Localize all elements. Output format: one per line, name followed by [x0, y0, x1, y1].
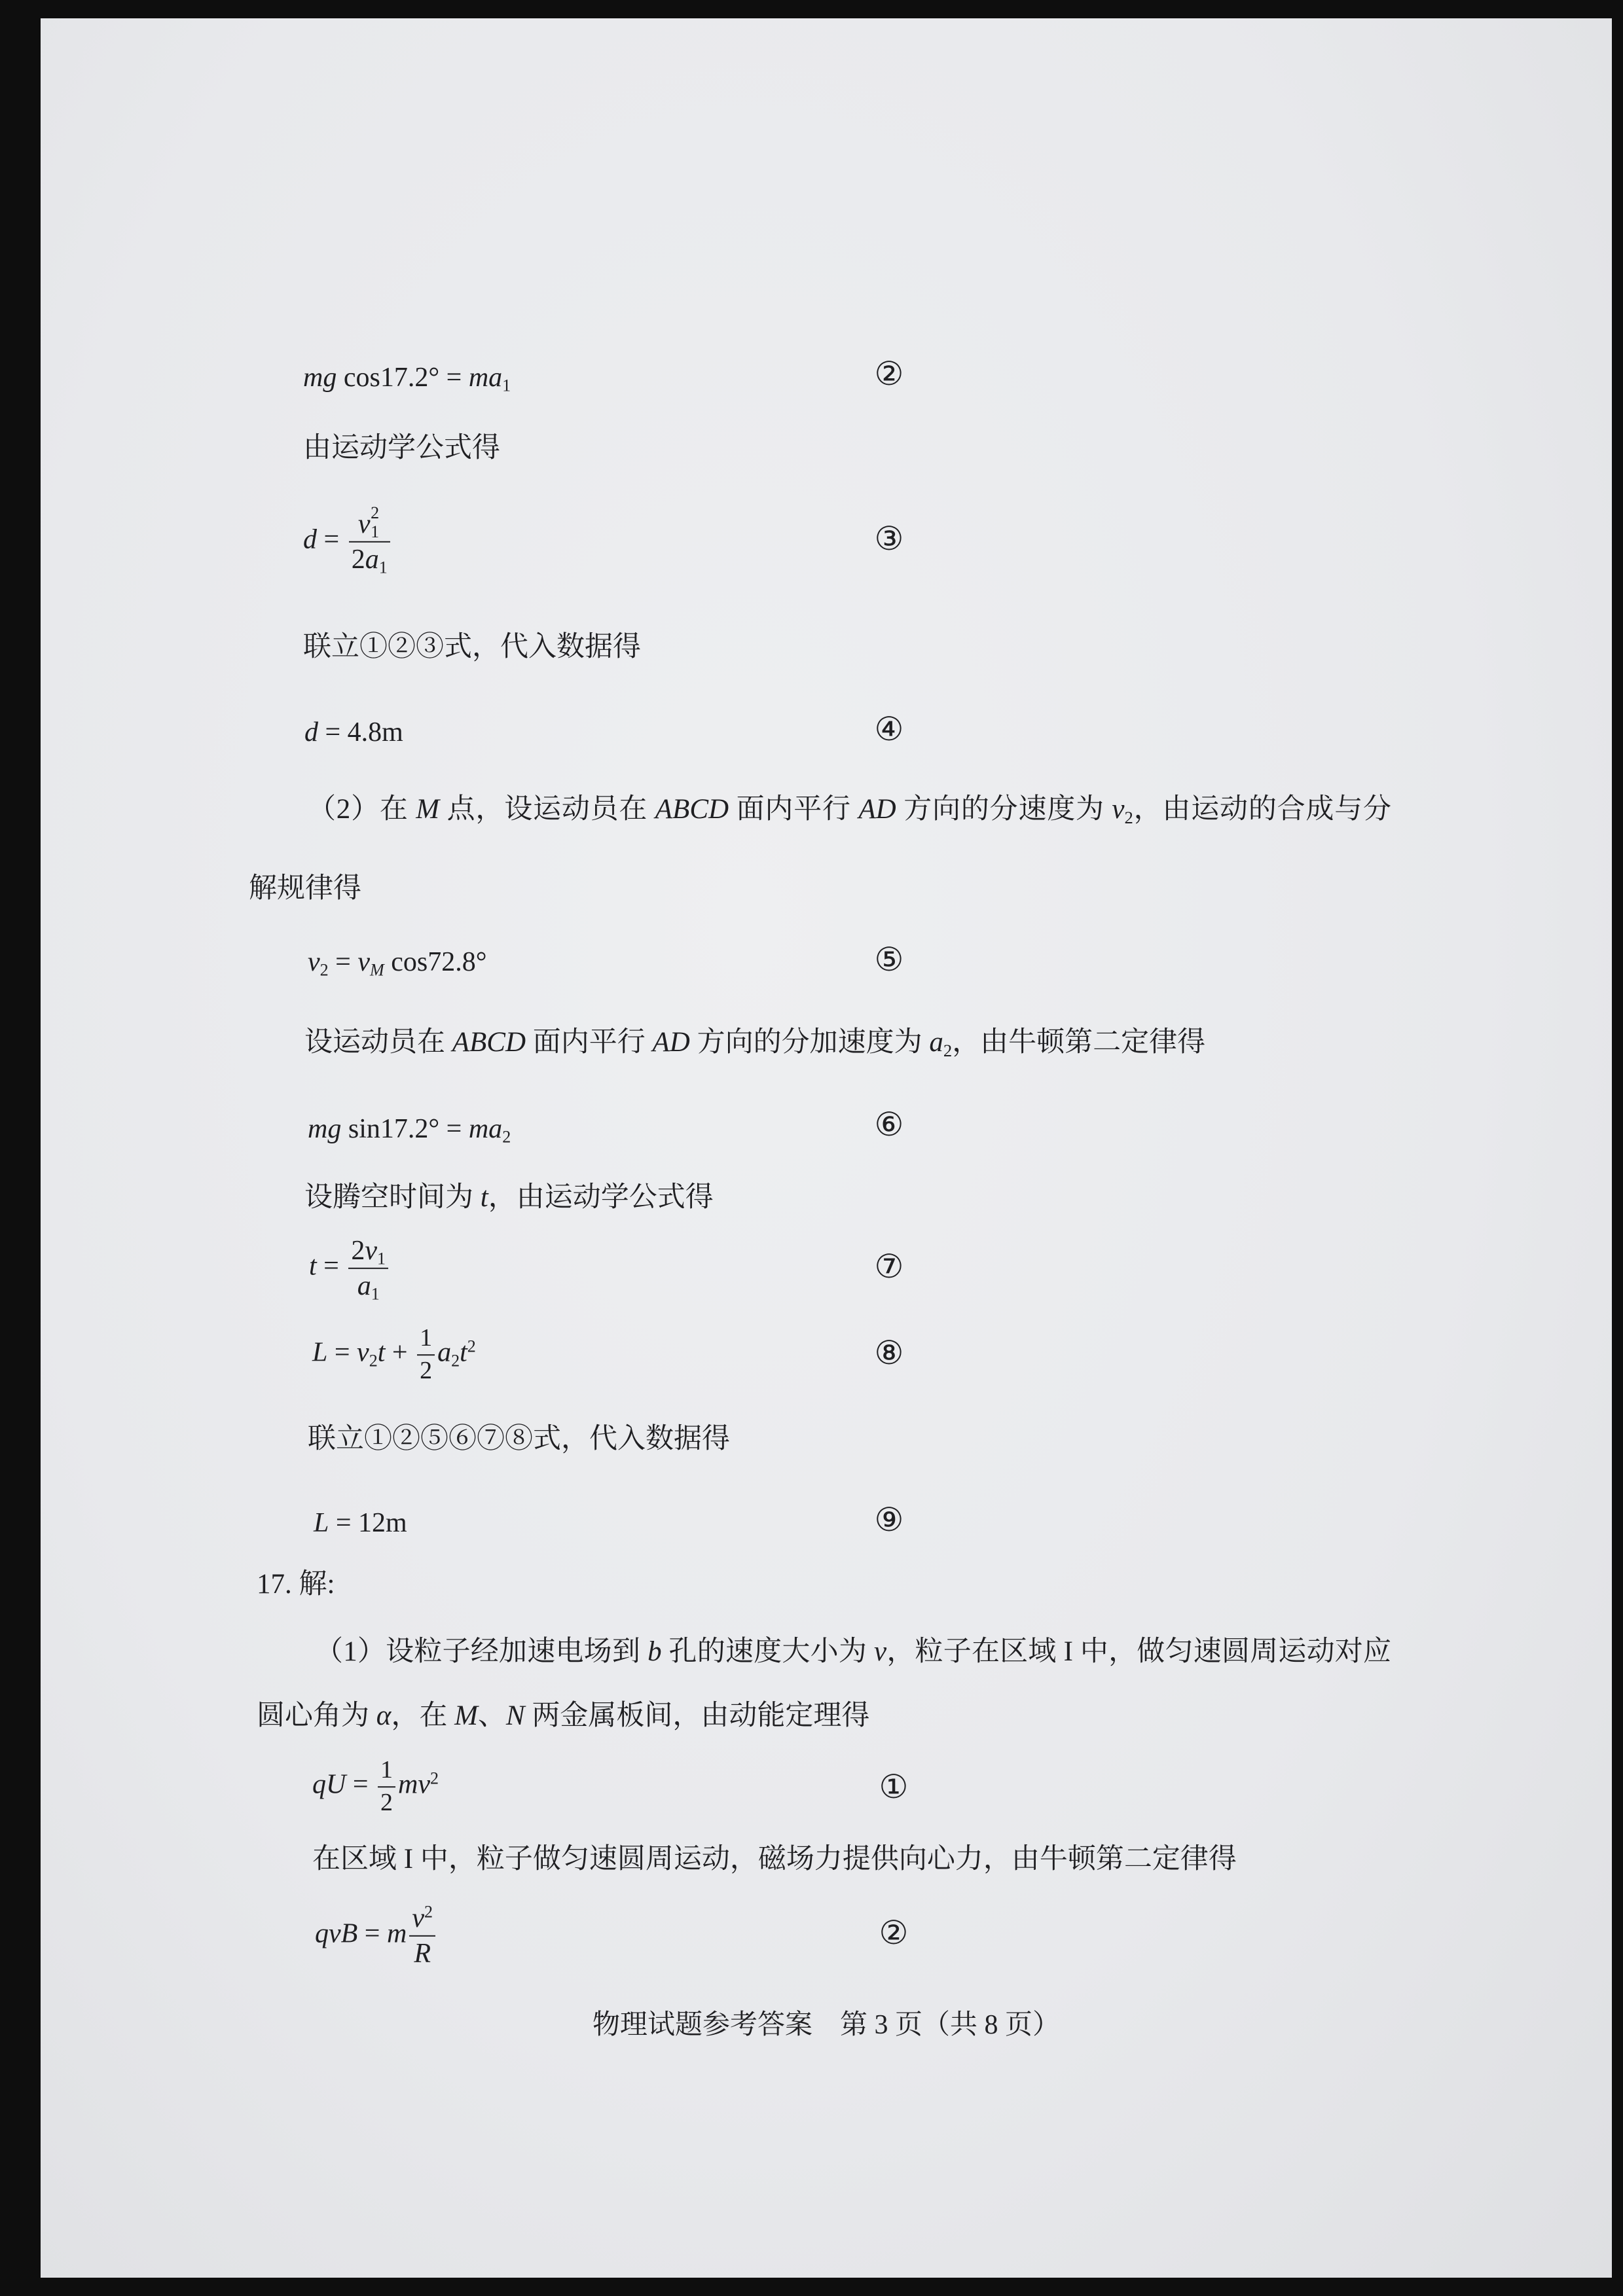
fraction-denominator	[348, 1269, 388, 1304]
var: t	[480, 1182, 488, 1213]
text-line-part2-intro	[308, 792, 1391, 827]
eq-term: v	[365, 1235, 378, 1266]
text-run: 点，设运动员在	[439, 794, 655, 825]
text-run: 方向的分速度为	[896, 794, 1112, 825]
var: b	[647, 1636, 662, 1668]
var-subscript: 2	[1124, 808, 1133, 828]
text-run: 设运动员在	[304, 1027, 452, 1058]
equation-v2	[308, 945, 487, 980]
text-run: 两金属板间，由动能定理得	[524, 1700, 870, 1732]
eq-subscript: 2	[369, 1351, 378, 1371]
eq-subscript	[370, 961, 384, 980]
text-line	[304, 1025, 1205, 1060]
text-line	[308, 1422, 730, 1457]
equation-mg-sin-ma2	[308, 1112, 511, 1147]
eq-subscript-var: M	[370, 960, 384, 980]
text-run: 面内平行	[526, 1027, 653, 1058]
eq-term: sin17.2° =	[341, 1113, 469, 1144]
var: v	[1112, 794, 1125, 825]
eq-term: = 12m	[329, 1507, 407, 1538]
fraction-numerator	[409, 1903, 435, 1937]
text-run: 在区域 I 中，粒子做匀速圆周运动，磁场力提供向心力，由牛顿第二定律得	[312, 1844, 1237, 1875]
eq-term: v	[412, 1903, 424, 1933]
equation-number-marker: ⑥	[874, 1105, 904, 1143]
fraction-denominator: 2	[380, 1789, 393, 1816]
eq-subscript: 1	[371, 1284, 380, 1304]
text-run: 设腾空时间为	[304, 1182, 481, 1213]
equation-number-marker: ⑨	[874, 1501, 904, 1539]
eq-superscript: 2	[467, 1336, 476, 1356]
equation-L-result	[314, 1506, 407, 1541]
eq-term: a	[437, 1337, 452, 1368]
equation-L-displacement	[312, 1325, 476, 1385]
page-footer: 物理试题参考答案 第 3 页（共 8 页）	[592, 2010, 1060, 2040]
eq-term: 2	[351, 545, 365, 575]
text-run: 由运动学公式得	[303, 433, 500, 464]
text-run: ，粒子在区域 I 中，做匀速圆周运动对应	[886, 1636, 1392, 1668]
eq-term: a	[357, 1271, 371, 1301]
equation-number-marker: ①	[879, 1768, 909, 1806]
var: N	[505, 1700, 525, 1732]
var: a	[929, 1027, 943, 1058]
sub-sup-stack	[371, 503, 381, 542]
eq-subscript: 2	[319, 960, 329, 980]
text-run: ，由运动学公式得	[488, 1182, 714, 1213]
eq-term: v	[357, 1337, 369, 1368]
var-subscript: 2	[943, 1041, 953, 1061]
fraction	[349, 503, 390, 577]
eq-subscript: 1	[502, 376, 511, 395]
eq-term: ma	[468, 362, 503, 393]
var: ABCD	[655, 794, 729, 825]
equation-number-marker: ④	[874, 710, 904, 748]
fraction-denominator: 2	[420, 1357, 433, 1384]
fraction-half	[417, 1325, 435, 1385]
text-run: （1）设粒子经加速电场到	[315, 1636, 648, 1668]
eq-term: qvB	[315, 1918, 358, 1949]
fraction-denominator	[349, 543, 390, 575]
fraction-numerator	[349, 503, 390, 543]
equation-number-marker: ③	[874, 520, 904, 558]
text-run: 孔的速度大小为	[661, 1636, 875, 1668]
eq-term: t	[460, 1337, 467, 1368]
text-run: 联立①②⑤⑥⑦⑧式，代入数据得	[308, 1424, 730, 1455]
equation-t-fraction	[309, 1235, 391, 1304]
text-run: 17. 解:	[257, 1569, 335, 1600]
text-run: （2）在	[308, 794, 416, 825]
eq-term: ma	[468, 1113, 503, 1144]
equation-number-marker: ⑦	[874, 1247, 904, 1285]
eq-subscript: 2	[502, 1127, 511, 1147]
equation-qU-kinetic	[312, 1757, 439, 1817]
equation-number-marker: ②	[874, 355, 904, 393]
var: AD	[858, 794, 896, 825]
eq-subscript: 1	[377, 1249, 386, 1268]
text-line	[257, 1698, 869, 1734]
eq-term: t	[309, 1251, 317, 1282]
eq-term: +	[385, 1337, 415, 1368]
eq-term: 2	[351, 1235, 365, 1266]
text-line	[312, 1842, 1237, 1877]
text-run: 方向的分加速度为	[689, 1027, 930, 1058]
eq-subscript: 1	[378, 558, 388, 577]
fraction-numerator: 1	[417, 1325, 435, 1355]
text-run: 、	[477, 1700, 506, 1732]
equation-number-marker: ②	[879, 1914, 909, 1952]
eq-term: qU	[312, 1769, 346, 1800]
eq-term: v	[357, 946, 371, 977]
text-run: ，由牛顿第二定律得	[952, 1027, 1206, 1058]
fraction-numerator: 1	[378, 1757, 395, 1787]
eq-term: m	[386, 1918, 407, 1949]
eq-term: L	[314, 1507, 329, 1538]
eq-term: cos17.2° =	[337, 362, 469, 393]
text-line-part1-intro	[315, 1634, 1391, 1670]
text-line	[303, 431, 500, 466]
var: v	[874, 1636, 887, 1668]
text-run: 圆心角为	[257, 1700, 376, 1732]
eq-term: mv	[398, 1769, 431, 1800]
eq-superscript: 2	[430, 1768, 439, 1788]
equation-number-marker: ⑤	[874, 941, 904, 978]
fraction-denominator	[409, 1937, 435, 1969]
eq-term: = 4.8m	[318, 717, 403, 747]
eq-term: mg	[303, 362, 337, 393]
eq-term: d	[303, 524, 317, 555]
eq-term: mg	[308, 1113, 342, 1144]
fraction-numerator	[348, 1236, 388, 1269]
text-line	[304, 1180, 714, 1215]
question-17-heading	[257, 1567, 335, 1602]
eq-term: =	[316, 1251, 346, 1282]
eq-term: v	[357, 509, 371, 539]
text-line	[303, 630, 641, 665]
equation-qvB-centripetal	[315, 1903, 438, 1969]
eq-subscript: 2	[451, 1351, 460, 1371]
eq-term: t	[377, 1337, 386, 1368]
text-run: 面内平行	[729, 794, 859, 825]
text-run: ，由运动的合成与分	[1133, 794, 1392, 825]
fraction	[348, 1235, 388, 1304]
text-run: 解规律得	[249, 873, 361, 905]
eq-term: R	[414, 1939, 431, 1969]
var: α	[376, 1700, 392, 1732]
eq-term: cos72.8°	[384, 946, 487, 977]
eq-term: =	[346, 1769, 376, 1800]
eq-term: v	[308, 946, 320, 977]
fraction-half	[378, 1757, 395, 1817]
eq-term: L	[312, 1337, 328, 1368]
text-line	[249, 871, 361, 906]
eq-superscript: 2	[371, 503, 380, 523]
eq-term: =	[327, 1337, 357, 1368]
eq-term: =	[357, 1918, 387, 1949]
equation-d-result	[304, 715, 403, 750]
eq-term: =	[317, 524, 346, 555]
eq-term: =	[328, 946, 358, 977]
eq-superscript: 2	[424, 1902, 433, 1922]
equation-number-marker: ⑧	[874, 1334, 904, 1372]
text-run: 联立①②③式，代入数据得	[303, 632, 641, 663]
var: M	[416, 794, 440, 825]
answer-sheet-page	[41, 18, 1612, 2278]
equation-mg-cos-ma1	[303, 361, 511, 395]
eq-subscript: 1	[371, 522, 380, 542]
eq-term: a	[365, 545, 379, 575]
eq-term: d	[304, 717, 318, 747]
var: ABCD	[452, 1027, 526, 1058]
fraction	[409, 1903, 435, 1969]
var: AD	[652, 1027, 690, 1058]
equation-d-fraction	[303, 503, 393, 577]
text-run: ，在	[391, 1700, 455, 1732]
var: M	[454, 1700, 478, 1732]
